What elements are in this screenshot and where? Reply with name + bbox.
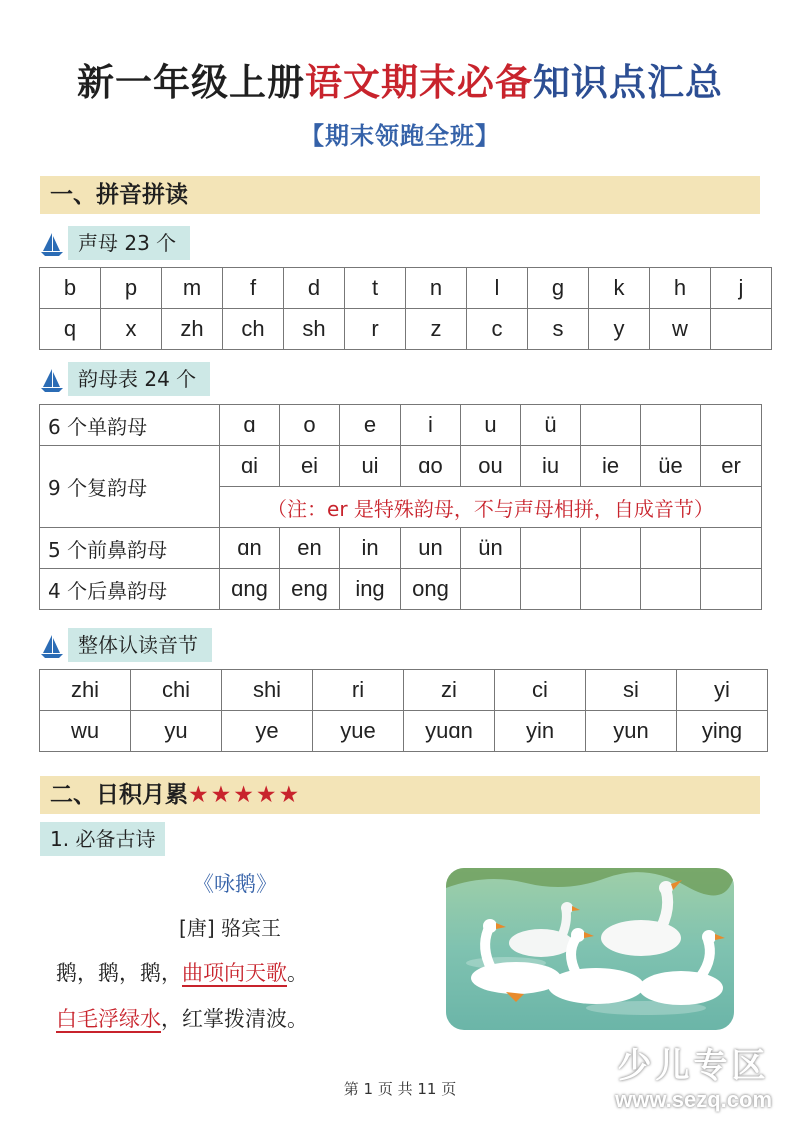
- final-cell: [641, 569, 701, 610]
- final-cell: [581, 405, 641, 446]
- final-cell: ei: [280, 446, 340, 487]
- poem-title: 《咏鹅》: [193, 872, 277, 896]
- whole-syllable-cell: yuɑn: [404, 711, 495, 752]
- final-group-name: 6 个单韵母: [40, 405, 220, 446]
- final-cell: ie: [581, 446, 641, 487]
- watermark-brand: 少儿专区: [617, 1046, 770, 1086]
- section-heading-text: 二、日积月累: [50, 782, 188, 808]
- table-row: [40, 446, 762, 487]
- initial-cell: p: [101, 268, 162, 309]
- final-cell: i: [401, 405, 461, 446]
- final-cell: o: [280, 405, 340, 446]
- initials-table: [39, 267, 772, 350]
- site-watermark: [615, 1038, 772, 1113]
- sailboat-icon: [38, 230, 66, 258]
- final-cell: iu: [521, 446, 581, 487]
- initial-cell: s: [528, 309, 589, 350]
- initial-cell: r: [345, 309, 406, 350]
- final-cell: er: [701, 446, 762, 487]
- final-cell: ing: [340, 569, 401, 610]
- title-part-3: 知识点汇总: [533, 60, 723, 104]
- whole-syllable-cell: yi: [677, 670, 768, 711]
- poem-line-1-plain: 鹅，鹅，鹅，: [56, 961, 182, 985]
- whole-syllable-cell: ye: [222, 711, 313, 752]
- title-part-2: 语文期末必备: [305, 60, 533, 104]
- final-cell: [701, 569, 762, 610]
- sailboat-icon: [38, 632, 66, 660]
- whole-syllable-cell: yin: [495, 711, 586, 752]
- final-cell: üe: [641, 446, 701, 487]
- final-cell: ɑn: [220, 528, 280, 569]
- final-group-name: 5 个前鼻韵母: [40, 528, 220, 569]
- initial-cell: n: [406, 268, 467, 309]
- final-cell: [581, 569, 641, 610]
- whole-syllables-table: [39, 669, 768, 752]
- final-cell: [641, 405, 701, 446]
- final-cell: ü: [521, 405, 581, 446]
- initial-cell: w: [650, 309, 711, 350]
- whole-syllable-cell: yu: [131, 711, 222, 752]
- poem-line-1: [56, 957, 420, 987]
- final-cell: eng: [280, 569, 340, 610]
- table-row: [40, 268, 772, 309]
- initial-cell: h: [650, 268, 711, 309]
- poem-line-2-plain: ，红掌拨清波。: [161, 1007, 308, 1031]
- final-cell: [521, 569, 581, 610]
- watermark-url: www.sezq.com: [615, 1087, 772, 1112]
- page-subtitle: 【期末领跑全班】: [300, 122, 500, 150]
- poem-line-1-highlight: 曲项向天歌: [182, 961, 287, 985]
- final-cell: u: [461, 405, 521, 446]
- title-part-1: 新一年级上册: [77, 60, 305, 104]
- whole-syllable-cell: ri: [313, 670, 404, 711]
- final-cell: e: [340, 405, 401, 446]
- star-rating: ★★★★★: [188, 782, 302, 808]
- poem: [40, 868, 420, 1033]
- final-group-name: 4 个后鼻韵母: [40, 569, 220, 610]
- finals-table: [39, 404, 762, 610]
- final-cell: [461, 569, 521, 610]
- initial-cell: c: [467, 309, 528, 350]
- whole-syllable-cell: shi: [222, 670, 313, 711]
- final-cell: [641, 528, 701, 569]
- final-cell: ou: [461, 446, 521, 487]
- page-number: 第 1 页 共 11 页: [343, 1080, 457, 1098]
- initial-cell: x: [101, 309, 162, 350]
- final-cell: ɑng: [220, 569, 280, 610]
- final-cell: [521, 528, 581, 569]
- final-cell: [701, 405, 762, 446]
- page-title: [0, 52, 800, 106]
- initial-cell: z: [406, 309, 467, 350]
- whole-syllables-label: 整体认读音节: [68, 628, 212, 662]
- final-cell: [701, 528, 762, 569]
- whole-syllable-cell: chi: [131, 670, 222, 711]
- section-heading-pinyin: 一、拼音拼读: [40, 176, 760, 214]
- final-cell: ɑi: [220, 446, 280, 487]
- whole-syllable-cell: ci: [495, 670, 586, 711]
- section-heading-accumulation: [40, 776, 760, 814]
- initial-cell: f: [223, 268, 284, 309]
- poem-author: [唐] 骆宾王: [179, 916, 281, 940]
- initial-cell: m: [162, 268, 223, 309]
- compound-final-note: （注：er 是特殊韵母，不与声母相拼，自成音节）: [220, 487, 762, 528]
- final-cell: un: [401, 528, 461, 569]
- initial-cell: l: [467, 268, 528, 309]
- initial-cell: q: [40, 309, 101, 350]
- geese-illustration: [446, 868, 734, 1030]
- geese-image: [446, 868, 734, 1030]
- poem-section-label: 1. 必备古诗: [40, 822, 165, 856]
- initial-cell: b: [40, 268, 101, 309]
- final-cell: ui: [340, 446, 401, 487]
- poem-line-1-end: 。: [287, 961, 308, 985]
- table-row: [40, 711, 768, 752]
- initial-cell: ch: [223, 309, 284, 350]
- whole-syllable-cell: yun: [586, 711, 677, 752]
- final-cell: [581, 528, 641, 569]
- final-cell: in: [340, 528, 401, 569]
- initial-cell: y: [589, 309, 650, 350]
- initial-cell: t: [345, 268, 406, 309]
- initial-cell: k: [589, 268, 650, 309]
- whole-syllable-cell: zhi: [40, 670, 131, 711]
- initial-cell: d: [284, 268, 345, 309]
- final-group-name: 9 个复韵母: [40, 446, 220, 528]
- poem-line-2: [56, 1003, 420, 1033]
- table-row: [40, 670, 768, 711]
- final-cell: ɑo: [401, 446, 461, 487]
- whole-syllable-cell: si: [586, 670, 677, 711]
- finals-label: 韵母表 24 个: [68, 362, 210, 396]
- initial-cell: j: [711, 268, 772, 309]
- final-cell: ɑ: [220, 405, 280, 446]
- initial-cell: sh: [284, 309, 345, 350]
- initials-label: 声母 23 个: [68, 226, 190, 260]
- final-cell: en: [280, 528, 340, 569]
- whole-syllable-cell: zi: [404, 670, 495, 711]
- table-row: [40, 405, 762, 446]
- sailboat-icon: [38, 366, 66, 394]
- initial-cell: [711, 309, 772, 350]
- table-row: [40, 309, 772, 350]
- final-cell: ong: [401, 569, 461, 610]
- table-row: [40, 528, 762, 569]
- final-cell: ün: [461, 528, 521, 569]
- whole-syllable-cell: ying: [677, 711, 768, 752]
- table-row: [40, 569, 762, 610]
- poem-line-2-highlight: 白毛浮绿水: [56, 1007, 161, 1031]
- initial-cell: g: [528, 268, 589, 309]
- whole-syllable-cell: yue: [313, 711, 404, 752]
- whole-syllable-cell: wu: [40, 711, 131, 752]
- initial-cell: zh: [162, 309, 223, 350]
